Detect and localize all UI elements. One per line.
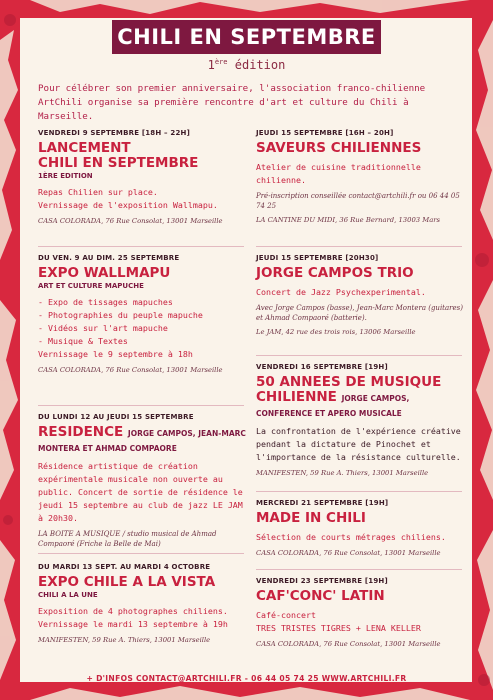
body-line: Café-concert xyxy=(256,610,316,620)
list-item: - Photographies du peuple mapuche xyxy=(38,309,248,322)
body-line: TRES TRISTES TIGRES + LENA KELLER xyxy=(256,623,421,633)
edition-number: 1 xyxy=(207,58,215,72)
event-title: SAVEURS CHILIENNES xyxy=(256,140,422,156)
event-date: DU MARDI 13 SEPT. AU MARDI 4 OCTOBRE xyxy=(38,563,211,571)
event-chile-a-la-vista xyxy=(38,563,248,644)
event-made-in-chili xyxy=(256,499,466,557)
event-body: Résidence artistique de création expérimentale musicale non ouverte au public. Concert de sortie de résidence le jeudi 15 septembre au club de jazz LE JAM à 20h30. xyxy=(38,461,243,523)
event-date: MERCREDI 21 SEPTEMBRE [19H] xyxy=(256,499,389,507)
event-guests: JORGE CAMPOS, CONFERENCE ET APERO MUSICALE xyxy=(256,394,410,418)
event-venue: MANIFESTEN, 59 Rue A. Thiers, 13001 Marseille xyxy=(256,469,429,477)
event-saveurs xyxy=(256,129,466,224)
edition-sup: ère xyxy=(214,58,228,66)
event-body xyxy=(38,186,248,212)
event-venue: LA CANTINE DU MIDI, 36 Rue Bernard, 13003 Mars xyxy=(256,216,441,224)
event-title: EXPO WALLMAPU xyxy=(38,265,171,281)
body-line: Vernissage le mardi 13 septembre à 19h xyxy=(38,619,228,629)
event-title-line: CHILI EN SEPTEMBRE xyxy=(38,155,199,171)
event-body xyxy=(256,609,466,635)
event-title-line: CHILIENNE xyxy=(256,389,337,405)
divider xyxy=(38,405,244,406)
event-venue: CASA COLORADA, 76 Rue Consolat, 13001 Marseille xyxy=(38,217,223,225)
event-date: JEUDI 15 SEPTEMBRE [20H30] xyxy=(256,254,379,262)
event-date: JEUDI 15 SEPTEMBRE [16H – 20H] xyxy=(256,129,394,137)
event-body: La confrontation de l'expérience créative pendant la dictature de Pinochet et l'importance de la résistance culturelle. xyxy=(256,426,461,462)
list-item: - Expo de tissages mapuches xyxy=(38,296,248,309)
event-jorge-campos-trio xyxy=(256,254,466,336)
event-title xyxy=(38,425,248,455)
divider xyxy=(256,355,462,356)
event-title-line: LANCEMENT xyxy=(38,140,131,156)
event-residence xyxy=(38,413,248,549)
divider xyxy=(38,246,244,247)
event-title: JORGE CAMPOS TRIO xyxy=(256,265,414,281)
event-title-line: 50 ANNEES DE MUSIQUE xyxy=(256,374,442,390)
event-subtitle: CHILI A LA UNE xyxy=(38,591,98,599)
intro-text: Pour célébrer son premier anniversaire, l'association franco-chilienne ArtChili organise sa première rencontre d'art et culture du Chili à Marseille. xyxy=(38,83,426,122)
title-banner xyxy=(112,20,381,54)
event-title-main: RESIDENCE xyxy=(38,424,124,440)
page-title: CHILI EN SEPTEMBRE xyxy=(117,25,376,49)
event-body xyxy=(38,605,248,631)
event-title: EXPO CHILE A LA VISTA xyxy=(38,574,216,590)
event-venue: CASA COLORADA, 76 Rue Consolat, 13001 Marseille xyxy=(256,549,441,557)
divider xyxy=(256,569,462,570)
event-note: Avec Jorge Campos (basse), Jean-Marc Montera (guitares) et Ahmad Compaoré (batterie). xyxy=(256,304,463,322)
event-venue: Le JAM, 42 rue des trois rois, 13006 Marseille xyxy=(256,328,416,336)
event-cafconc xyxy=(256,577,466,648)
footer-contact: + D'INFOS CONTACT@ARTCHILI.FR - 06 44 05 74 25 WWW.ARTCHILI.FR xyxy=(86,674,407,683)
event-subtitle: ART ET CULTURE MAPUCHE xyxy=(38,282,144,290)
event-venue: CASA COLORADA, 76 Rue Consolat, 13001 Marseille xyxy=(38,366,223,374)
event-guests: JORGE CAMPOS, JEAN-MARC MONTERA ET AHMAD COMPAORE xyxy=(38,429,246,453)
event-venue: LA BOITE A MUSIQUE / studio musical de Ahmad Compaoré (Friche la Belle de Mai) xyxy=(38,530,217,548)
body-line: Vernissage de l'exposition Wallmapu. xyxy=(38,200,218,210)
event-date: VENDREDI 9 SEPTEMBRE [18H – 22H] xyxy=(38,129,190,137)
event-body: Concert de Jazz Psychexperimental. xyxy=(256,287,426,297)
body-line: Repas Chilien sur place. xyxy=(38,187,158,197)
event-title: CAF'CONC' LATIN xyxy=(256,588,385,604)
edition-label xyxy=(0,58,493,72)
divider xyxy=(256,491,462,492)
event-body xyxy=(38,296,248,361)
event-wallmapu xyxy=(38,254,248,374)
event-date: VENDREDI 16 SEPTEMBRE [19H] xyxy=(256,363,388,371)
event-title xyxy=(256,375,466,420)
event-venue: MANIFESTEN, 59 Rue A. Thiers, 13001 Marseille xyxy=(38,636,211,644)
event-subtitle: 1ÈRE EDITION xyxy=(38,172,93,180)
edition-word: édition xyxy=(234,58,286,72)
list-item: - Vidéos sur l'art mapuche xyxy=(38,322,248,335)
event-50-annees xyxy=(256,363,466,477)
divider xyxy=(38,553,244,554)
event-date: VENDREDI 23 SEPTEMBRE [19H] xyxy=(256,577,388,585)
event-date: DU VEN. 9 AU DIM. 25 SEPTEMBRE xyxy=(38,254,180,262)
event-lancement xyxy=(38,129,248,225)
event-body: Sélection de courts métrages chiliens. xyxy=(256,532,446,542)
divider xyxy=(256,246,462,247)
event-date: DU LUNDI 12 AU JEUDI 15 SEPTEMBRE xyxy=(38,413,194,421)
body-line: Vernissage le 9 septembre à 18h xyxy=(38,349,193,359)
event-note: Pré-inscription conseillée contact@artchili.fr ou 06 44 05 74 25 xyxy=(256,192,460,210)
event-body: Atelier de cuisine traditionnelle chilienne. xyxy=(256,162,421,185)
event-title xyxy=(38,141,248,171)
list-item: - Musique & Textes xyxy=(38,335,248,348)
event-title: MADE IN CHILI xyxy=(256,510,366,526)
body-line: Exposition de 4 photographes chiliens. xyxy=(38,606,228,616)
event-venue: CASA COLORADA, 76 Rue Consolat, 13001 Marseille xyxy=(256,640,441,648)
